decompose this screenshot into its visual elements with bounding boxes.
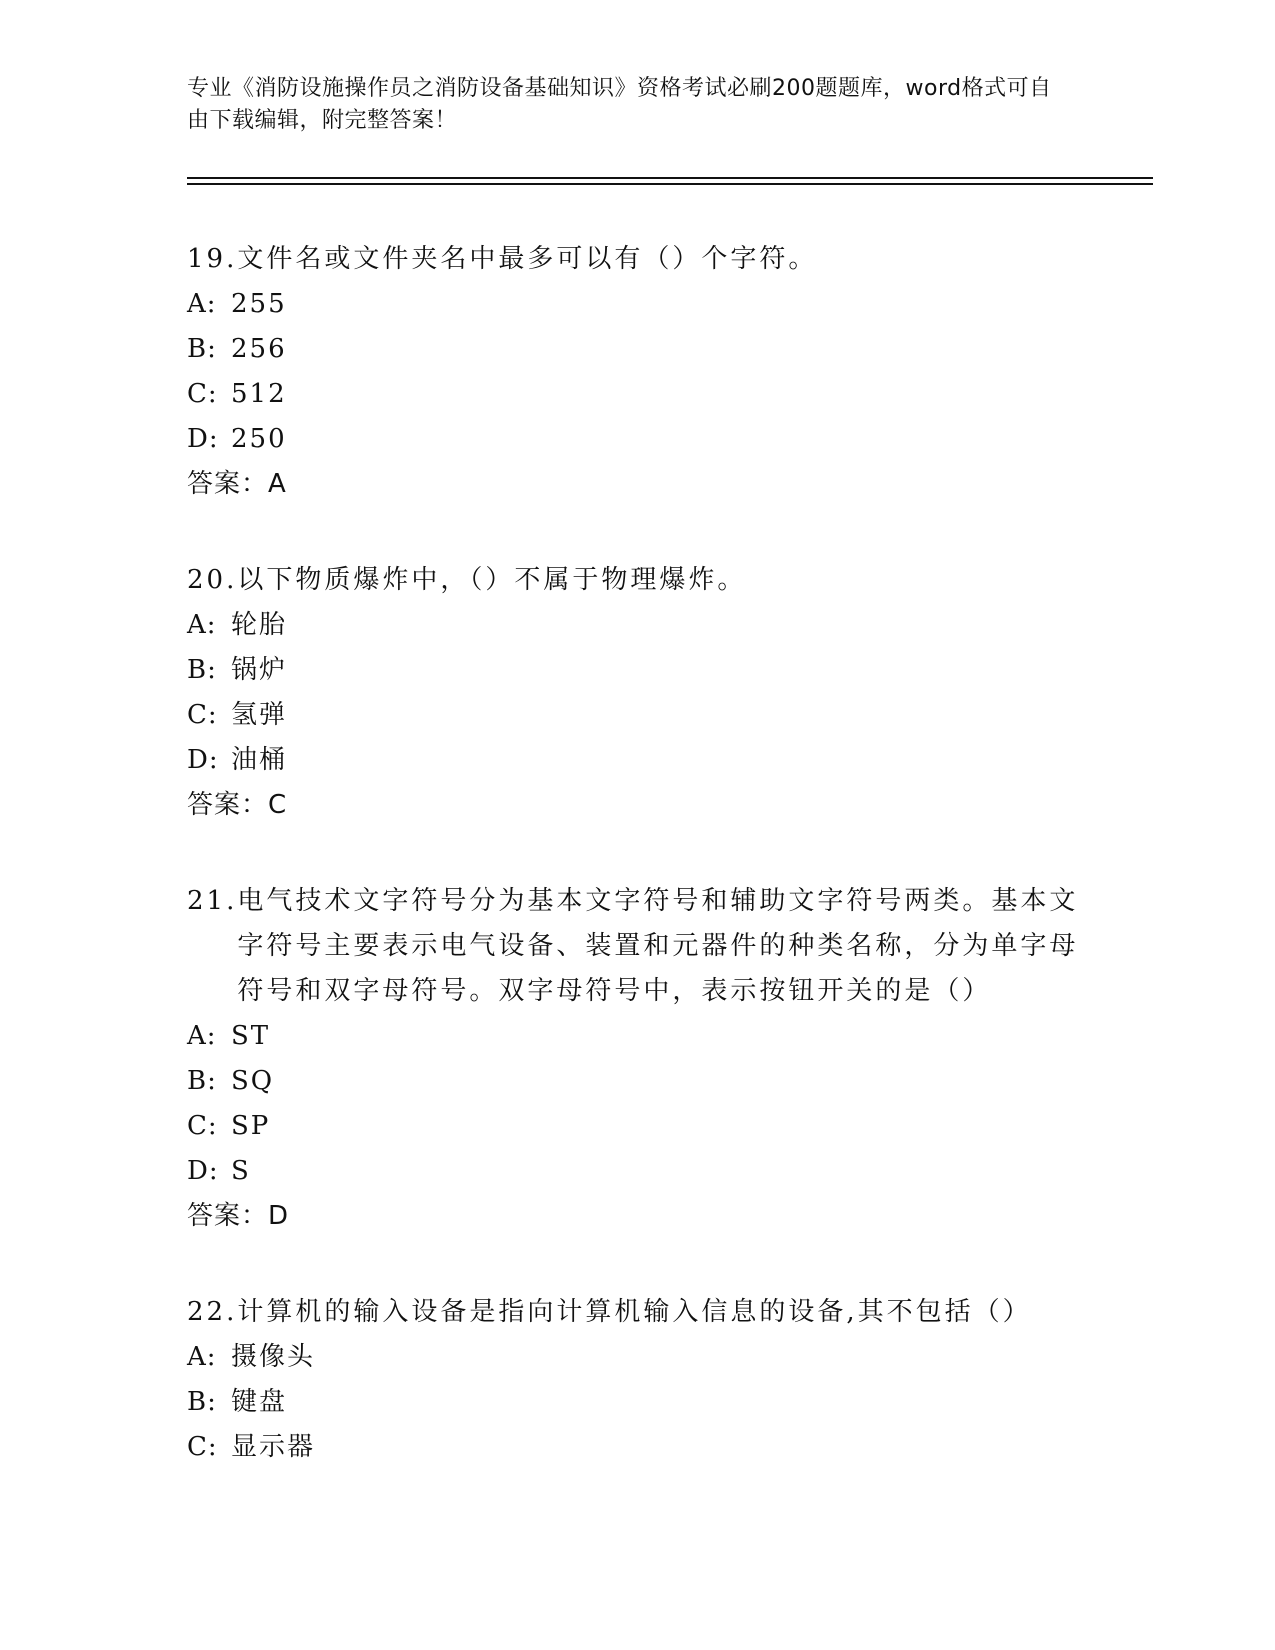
question-21: [187, 879, 1087, 1239]
question-stem: [187, 1290, 1087, 1335]
option-text: 锅炉: [231, 655, 288, 685]
option-text: 显示器: [231, 1432, 316, 1462]
question-19: [187, 237, 1087, 507]
option-text: 摄像头: [231, 1342, 316, 1372]
option-letter: B:: [187, 655, 217, 685]
document-header: 专业《消防设施操作员之消防设备基础知识》资格考试必刷200题题库，word格式可自由下载编辑，附完整答案！: [187, 76, 1052, 133]
header-rule-bottom: [187, 183, 1153, 185]
option-text: 255: [231, 289, 287, 319]
option-b: [187, 648, 1087, 693]
option-letter: A:: [187, 1342, 217, 1372]
question-text: 文件名或文件夹名中最多可以有（）个字符。: [237, 244, 818, 274]
question-number: 19.: [187, 244, 238, 274]
option-letter: A:: [187, 610, 217, 640]
answer-line: 答案：A: [187, 469, 287, 499]
option-letter: A:: [187, 289, 217, 319]
option-letter: A:: [187, 1021, 217, 1051]
question-text: 以下物质爆炸中，（）不属于物理爆炸。: [237, 565, 747, 595]
question-stem: [187, 237, 1087, 282]
question-number: 20.: [187, 565, 238, 595]
option-letter: C:: [187, 379, 218, 409]
option-letter: D:: [187, 424, 219, 454]
option-text: 512: [231, 379, 287, 409]
option-letter: C:: [187, 700, 218, 730]
option-letter: D:: [187, 1156, 219, 1186]
option-d: [187, 738, 1087, 783]
option-a: [187, 603, 1087, 648]
question-stem: [187, 558, 1087, 603]
option-c: [187, 693, 1087, 738]
option-text: 氢弹: [231, 700, 288, 730]
option-b: [187, 1059, 1087, 1104]
question-22: [187, 1290, 1087, 1470]
option-text: 256: [231, 334, 287, 364]
option-text: 油桶: [231, 745, 288, 775]
option-a: [187, 1014, 1087, 1059]
option-letter: B:: [187, 1387, 217, 1417]
option-text: SQ: [231, 1066, 275, 1096]
option-letter: B:: [187, 334, 217, 364]
option-b: [187, 1380, 1087, 1425]
option-a: [187, 282, 1087, 327]
option-text: S: [231, 1156, 251, 1186]
option-c: [187, 1104, 1087, 1149]
question-list: [187, 237, 1087, 1521]
option-c: [187, 372, 1087, 417]
option-letter: C:: [187, 1432, 218, 1462]
option-a: [187, 1335, 1087, 1380]
option-letter: D:: [187, 745, 219, 775]
answer-line: 答案：C: [187, 790, 288, 820]
option-d: [187, 1149, 1087, 1194]
question-number: 21.: [187, 886, 238, 916]
question-text: 电气技术文字符号分为基本文字符号和辅助文字符号两类。基本文字符号主要表示电气设备、装置和元器件的种类名称，分为单字母符号和双字母符号。双字母符号中，表示按钮开关的是（）: [237, 886, 1079, 1006]
header-rule-top: [187, 177, 1153, 179]
option-d: [187, 417, 1087, 462]
option-text: 轮胎: [231, 610, 288, 640]
question-20: [187, 558, 1087, 828]
option-text: 键盘: [231, 1387, 288, 1417]
option-b: [187, 327, 1087, 372]
option-letter: B:: [187, 1066, 217, 1096]
option-text: ST: [231, 1021, 271, 1051]
question-text: 计算机的输入设备是指向计算机输入信息的设备,其不包括（）: [237, 1297, 1032, 1327]
question-number: 22.: [187, 1297, 238, 1327]
option-c: [187, 1425, 1087, 1470]
question-stem: [187, 879, 1087, 1014]
option-text: 250: [231, 424, 287, 454]
answer-line: 答案：D: [187, 1201, 290, 1231]
option-text: SP: [231, 1111, 271, 1141]
option-letter: C:: [187, 1111, 218, 1141]
